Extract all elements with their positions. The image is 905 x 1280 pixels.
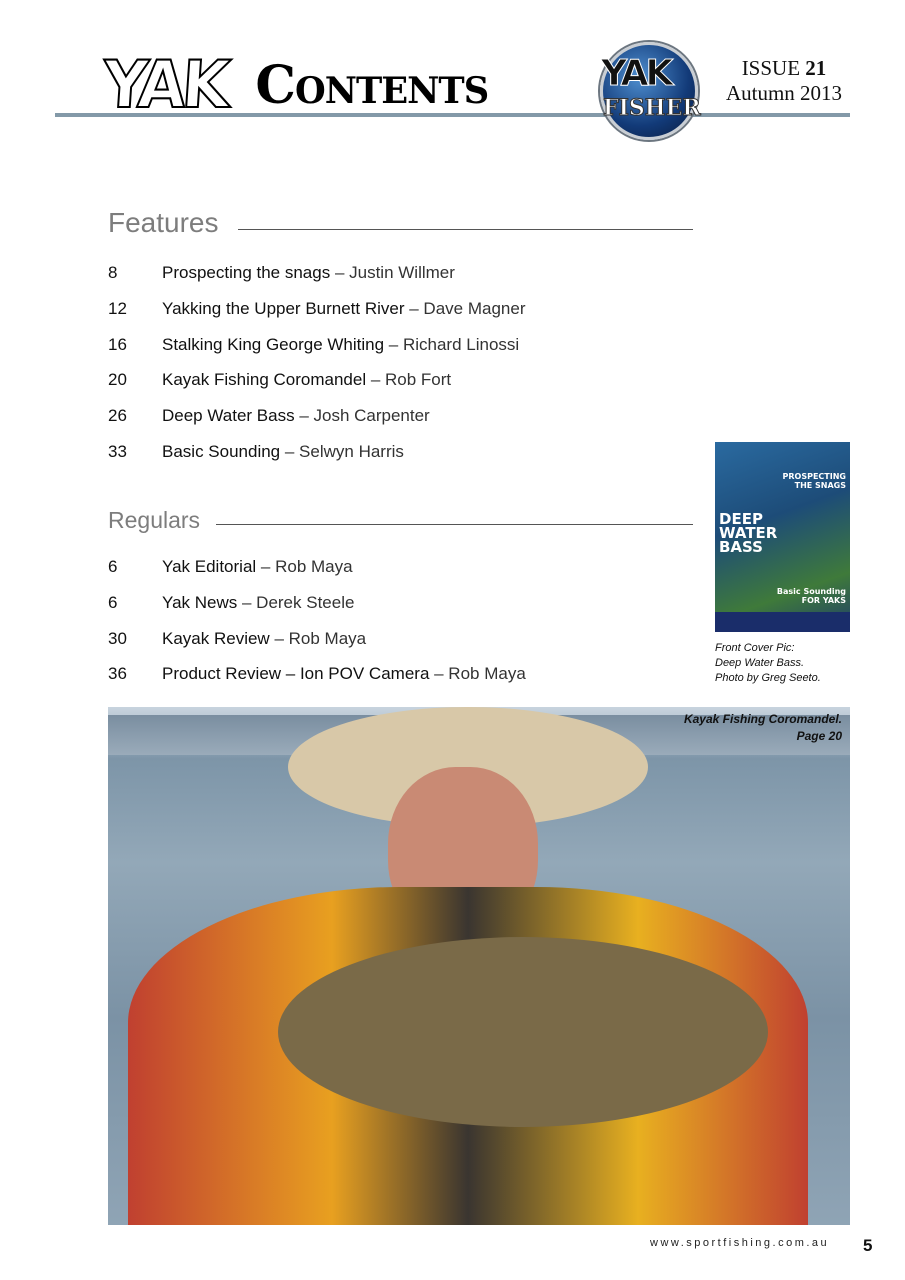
entry-title: Stalking King George Whiting	[162, 334, 385, 354]
page-number: 5	[863, 1236, 873, 1255]
entry-title: Kayak Review	[162, 628, 270, 648]
entry-title: Yakking the Upper Burnett River	[162, 298, 405, 318]
cover-tag-sounding: Basic Sounding FOR YAKS	[776, 587, 846, 605]
entry-author: – Rob Fort	[366, 370, 452, 390]
regulars-divider	[216, 524, 693, 525]
contents-entry[interactable]	[108, 557, 353, 577]
entry-author: – Rob Maya	[256, 557, 353, 576]
yak-fisher-logo	[600, 42, 701, 140]
cover-caption: Front Cover Pic: Deep Water Bass. Photo by Greg Seeto.	[715, 642, 821, 684]
contents-entry[interactable]	[108, 263, 455, 283]
header-yak-word: YAK	[100, 46, 229, 123]
issue-number: 21	[805, 56, 827, 80]
footer-website[interactable]: www.sportfishing.com.au	[650, 1237, 830, 1249]
page-title: Contents	[255, 55, 489, 116]
entry-title: Basic Sounding	[162, 442, 281, 461]
entry-author: – Selwyn Harris	[280, 442, 404, 461]
entry-page: 6	[108, 557, 118, 576]
entry-page: 36	[108, 664, 127, 684]
entry-title: Product Review – Ion POV Camera	[162, 664, 430, 684]
entry-page: 33	[108, 442, 127, 461]
entry-page: 6	[108, 592, 118, 612]
entry-author: – Josh Carpenter	[294, 406, 430, 426]
contents-entry[interactable]	[108, 370, 451, 390]
entry-author: – Rob Maya	[269, 628, 367, 648]
contents-entry[interactable]	[108, 593, 354, 613]
entry-page: 16	[108, 334, 127, 354]
cover-tag-snags: PROSPECTING THE SNAGS	[782, 472, 846, 490]
issue-label: ISSUE	[741, 56, 801, 80]
entry-page: 26	[108, 406, 127, 426]
features-divider	[238, 229, 693, 230]
entry-page: 20	[108, 370, 127, 390]
contents-entry[interactable]	[108, 442, 404, 462]
entry-page: 12	[108, 298, 127, 318]
contents-entry[interactable]	[108, 299, 525, 319]
cover-headline: DEEP WATER BASS	[719, 510, 778, 556]
regulars-heading: Regulars	[108, 507, 201, 533]
cover-footer-band	[715, 612, 850, 632]
contents-entry[interactable]	[108, 629, 366, 649]
logo-fisher-text: FISHER	[603, 95, 701, 121]
entry-author: – Derek Steele	[237, 592, 355, 612]
entry-page: 30	[108, 628, 127, 648]
issue-info	[725, 56, 843, 106]
contents-entry[interactable]	[108, 335, 519, 355]
entry-title: Yak News	[162, 592, 238, 612]
entry-author: – Dave Magner	[404, 298, 526, 318]
entry-author: – Justin Willmer	[330, 263, 455, 282]
feature-photo	[108, 707, 850, 1225]
entry-title: Deep Water Bass	[162, 406, 295, 426]
entry-title: Yak Editorial	[162, 557, 257, 576]
contents-entry[interactable]	[108, 406, 430, 426]
entry-title: Prospecting the snags	[162, 263, 331, 282]
front-cover-image	[715, 442, 850, 632]
entry-author: – Richard Linossi	[384, 334, 520, 354]
issue-season: Autumn 2013	[725, 81, 843, 105]
features-heading: Features	[108, 207, 219, 238]
logo-yak-text: YAK	[601, 53, 671, 94]
entry-page: 8	[108, 263, 118, 282]
photo-fish	[278, 937, 768, 1127]
photo-caption: Kayak Fishing Coromandel. Page 20	[683, 712, 842, 743]
contents-entry[interactable]	[108, 664, 526, 684]
entry-title: Kayak Fishing Coromandel	[162, 370, 367, 390]
entry-author: – Rob Maya	[429, 664, 526, 684]
